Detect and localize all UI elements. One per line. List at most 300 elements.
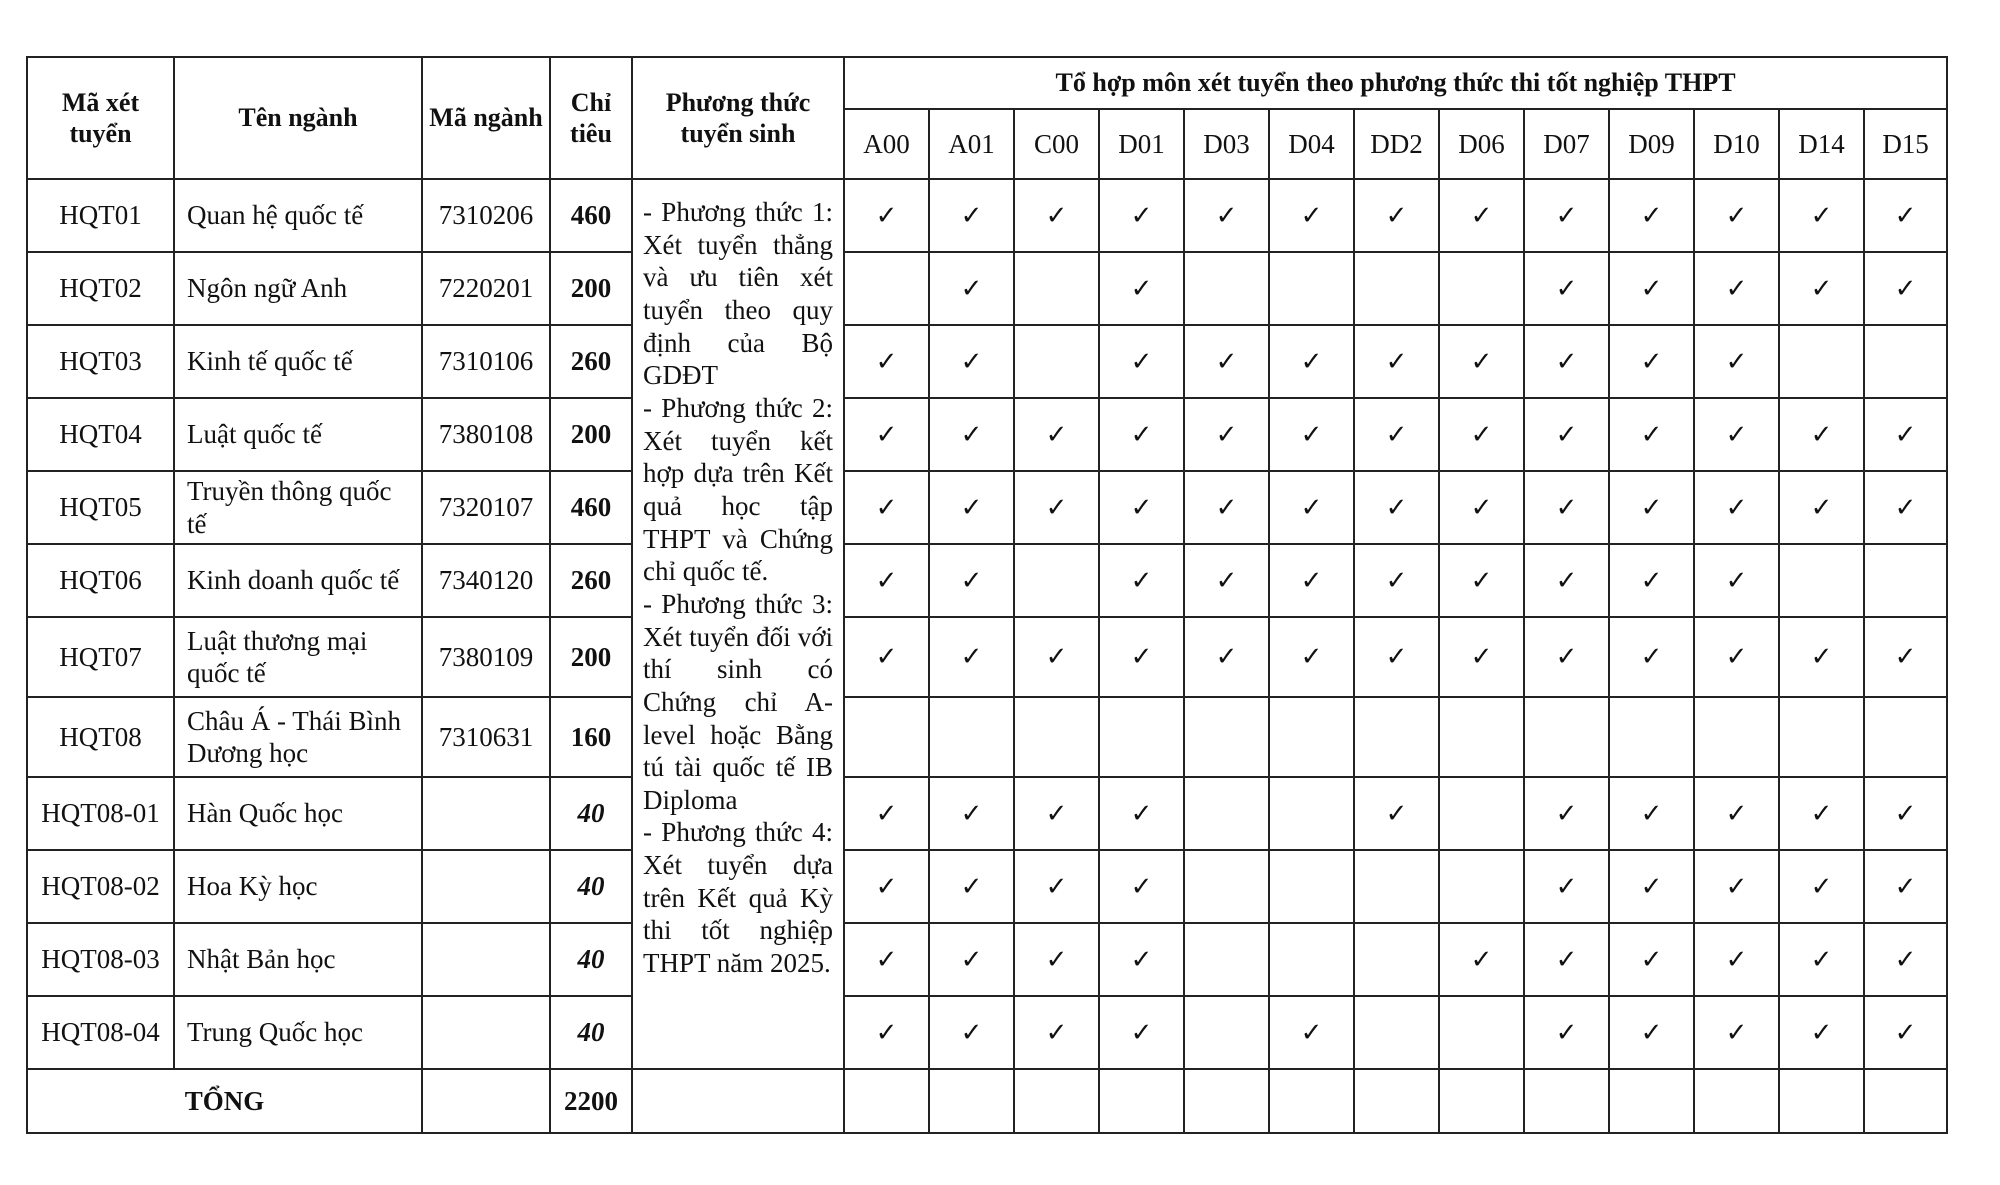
check-icon: ✓ [1215, 492, 1238, 523]
combo-cell-a01 [929, 325, 1014, 398]
check-icon: ✓ [1725, 273, 1748, 304]
combo-cell-d07 [1524, 471, 1609, 544]
check-icon: ✓ [1810, 871, 1833, 902]
row-major-code: 7340120 [422, 544, 550, 617]
combo-cell-d03 [1184, 697, 1269, 777]
row-quota: 160 [550, 697, 632, 777]
check-icon: ✓ [1894, 419, 1917, 450]
check-icon: ✓ [1300, 346, 1323, 377]
check-icon: ✓ [1555, 1017, 1578, 1048]
table-row [27, 923, 1947, 996]
check-icon: ✓ [1300, 565, 1323, 596]
combo-cell-d01 [1099, 697, 1184, 777]
check-icon: ✓ [1045, 492, 1068, 523]
row-code: HQT08-04 [27, 996, 174, 1069]
table-row [27, 850, 1947, 923]
table-row [27, 471, 1947, 544]
combo-cell-d06 [1439, 179, 1524, 252]
combo-cell-a01 [929, 777, 1014, 850]
check-icon: ✓ [1215, 346, 1238, 377]
combo-cell-d03 [1184, 777, 1269, 850]
method-paragraph: - Phương thức 1: Xét tuyển thẳng và ưu tiên xét tuyển theo quy định của Bộ GDĐT [643, 197, 833, 391]
combo-cell-d06 [1439, 996, 1524, 1069]
combo-cell-d06 [1439, 252, 1524, 325]
combo-cell-d07 [1524, 996, 1609, 1069]
check-icon: ✓ [1640, 871, 1663, 902]
combo-cell-d15 [1864, 325, 1947, 398]
combo-cell-a00 [844, 697, 929, 777]
check-icon: ✓ [1300, 200, 1323, 231]
row-name: Kinh doanh quốc tế [174, 544, 422, 617]
combo-cell-dd2 [1354, 697, 1439, 777]
check-icon: ✓ [1300, 492, 1323, 523]
combo-cell-d10 [1694, 325, 1779, 398]
check-icon: ✓ [1725, 565, 1748, 596]
combo-cell-d04 [1269, 252, 1354, 325]
combo-cell-c00 [1014, 544, 1099, 617]
combo-cell-d06 [1439, 617, 1524, 697]
row-code: HQT01 [27, 179, 174, 252]
combo-cell-d06 [1439, 923, 1524, 996]
combo-cell-c00 [1014, 850, 1099, 923]
check-icon: ✓ [1130, 944, 1153, 975]
check-icon: ✓ [1894, 492, 1917, 523]
check-icon: ✓ [1555, 642, 1578, 673]
combo-cell-d03 [1184, 471, 1269, 544]
check-icon: ✓ [1640, 944, 1663, 975]
combo-cell-d06 [1439, 544, 1524, 617]
combo-cell-d10 [1694, 179, 1779, 252]
table-body [27, 179, 1947, 1133]
check-icon: ✓ [1640, 419, 1663, 450]
combo-cell-dd2 [1354, 996, 1439, 1069]
check-icon: ✓ [1555, 200, 1578, 231]
table-row [27, 617, 1947, 697]
check-icon: ✓ [1725, 1017, 1748, 1048]
combo-cell-a01 [929, 179, 1014, 252]
check-icon: ✓ [1045, 871, 1068, 902]
combo-cell-d04 [1269, 850, 1354, 923]
check-icon: ✓ [1725, 871, 1748, 902]
check-icon: ✓ [1130, 492, 1153, 523]
row-name: Trung Quốc học [174, 996, 422, 1069]
table-row [27, 398, 1947, 471]
row-major-code: 7310206 [422, 179, 550, 252]
header-name: Tên ngành [174, 57, 422, 179]
combo-cell-d01 [1099, 471, 1184, 544]
row-major-code [422, 923, 550, 996]
check-icon: ✓ [1894, 944, 1917, 975]
row-code: HQT08-02 [27, 850, 174, 923]
row-name: Luật quốc tế [174, 398, 422, 471]
combo-header-c00: C00 [1014, 109, 1099, 179]
check-icon: ✓ [960, 871, 983, 902]
check-icon: ✓ [960, 1017, 983, 1048]
check-icon: ✓ [1810, 419, 1833, 450]
check-icon: ✓ [960, 565, 983, 596]
combo-cell-dd2 [1354, 617, 1439, 697]
total-combo-empty [1864, 1069, 1947, 1133]
combo-cell-a00 [844, 471, 929, 544]
combo-cell-d15 [1864, 471, 1947, 544]
combo-cell-a00 [844, 398, 929, 471]
check-icon: ✓ [875, 200, 898, 231]
combo-cell-c00 [1014, 252, 1099, 325]
combo-cell-a00 [844, 777, 929, 850]
row-quota: 260 [550, 544, 632, 617]
combo-cell-d09 [1609, 777, 1694, 850]
total-combo-empty [1014, 1069, 1099, 1133]
combo-cell-d07 [1524, 697, 1609, 777]
check-icon: ✓ [1470, 944, 1493, 975]
combo-cell-a00 [844, 544, 929, 617]
combo-cell-d15 [1864, 923, 1947, 996]
combo-cell-d14 [1779, 697, 1864, 777]
check-icon: ✓ [1130, 346, 1153, 377]
combo-cell-c00 [1014, 697, 1099, 777]
combo-cell-d01 [1099, 777, 1184, 850]
check-icon: ✓ [1894, 798, 1917, 829]
row-name: Kinh tế quốc tế [174, 325, 422, 398]
combo-cell-dd2 [1354, 850, 1439, 923]
combo-cell-d04 [1269, 697, 1354, 777]
combo-cell-a01 [929, 252, 1014, 325]
combo-cell-d07 [1524, 398, 1609, 471]
total-combo-empty [1439, 1069, 1524, 1133]
combo-cell-d09 [1609, 398, 1694, 471]
combo-cell-d15 [1864, 398, 1947, 471]
row-major-code [422, 850, 550, 923]
check-icon: ✓ [1045, 419, 1068, 450]
combo-cell-d10 [1694, 398, 1779, 471]
check-icon: ✓ [1130, 871, 1153, 902]
combo-cell-d07 [1524, 179, 1609, 252]
combo-cell-d14 [1779, 996, 1864, 1069]
row-name: Ngôn ngữ Anh [174, 252, 422, 325]
combo-cell-d01 [1099, 398, 1184, 471]
combo-cell-d03 [1184, 179, 1269, 252]
combo-cell-d03 [1184, 996, 1269, 1069]
row-code: HQT05 [27, 471, 174, 544]
row-quota: 40 [550, 777, 632, 850]
row-quota: 40 [550, 923, 632, 996]
combo-header-d06: D06 [1439, 109, 1524, 179]
combo-cell-d01 [1099, 923, 1184, 996]
combo-cell-d10 [1694, 996, 1779, 1069]
row-major-code [422, 777, 550, 850]
combo-cell-d06 [1439, 325, 1524, 398]
combo-cell-d15 [1864, 777, 1947, 850]
combo-cell-d03 [1184, 544, 1269, 617]
combo-cell-d10 [1694, 252, 1779, 325]
total-quota: 2200 [550, 1069, 632, 1133]
combo-cell-a00 [844, 923, 929, 996]
combo-cell-d06 [1439, 471, 1524, 544]
check-icon: ✓ [960, 944, 983, 975]
total-combo-empty [1184, 1069, 1269, 1133]
check-icon: ✓ [1555, 419, 1578, 450]
row-quota: 200 [550, 252, 632, 325]
combo-cell-d09 [1609, 544, 1694, 617]
combo-cell-d09 [1609, 617, 1694, 697]
combo-cell-d15 [1864, 697, 1947, 777]
combo-cell-d15 [1864, 850, 1947, 923]
combo-cell-d03 [1184, 252, 1269, 325]
combo-header-d03: D03 [1184, 109, 1269, 179]
combo-cell-c00 [1014, 996, 1099, 1069]
combo-cell-d04 [1269, 325, 1354, 398]
row-quota: 260 [550, 325, 632, 398]
check-icon: ✓ [1894, 642, 1917, 673]
check-icon: ✓ [1470, 565, 1493, 596]
combo-cell-a01 [929, 850, 1014, 923]
combo-cell-d10 [1694, 617, 1779, 697]
check-icon: ✓ [875, 492, 898, 523]
combo-cell-c00 [1014, 325, 1099, 398]
combo-cell-d09 [1609, 325, 1694, 398]
check-icon: ✓ [960, 419, 983, 450]
check-icon: ✓ [1810, 642, 1833, 673]
combo-cell-dd2 [1354, 325, 1439, 398]
row-code: HQT08-01 [27, 777, 174, 850]
combo-cell-d14 [1779, 777, 1864, 850]
combo-cell-d10 [1694, 923, 1779, 996]
check-icon: ✓ [1555, 492, 1578, 523]
combo-cell-d03 [1184, 398, 1269, 471]
check-icon: ✓ [875, 565, 898, 596]
check-icon: ✓ [1130, 565, 1153, 596]
check-icon: ✓ [1725, 944, 1748, 975]
row-quota: 40 [550, 850, 632, 923]
combo-header-dd2: DD2 [1354, 109, 1439, 179]
combo-cell-d07 [1524, 923, 1609, 996]
check-icon: ✓ [1810, 273, 1833, 304]
check-icon: ✓ [1215, 565, 1238, 596]
check-icon: ✓ [1045, 944, 1068, 975]
combo-cell-d01 [1099, 617, 1184, 697]
combo-cell-d01 [1099, 544, 1184, 617]
table-row [27, 697, 1947, 777]
row-major-code: 7320107 [422, 471, 550, 544]
check-icon: ✓ [1725, 419, 1748, 450]
check-icon: ✓ [1725, 492, 1748, 523]
row-quota: 40 [550, 996, 632, 1069]
combo-cell-d14 [1779, 471, 1864, 544]
combo-header-d10: D10 [1694, 109, 1779, 179]
check-icon: ✓ [1470, 346, 1493, 377]
combo-header-d04: D04 [1269, 109, 1354, 179]
table-header [27, 57, 1947, 179]
check-icon: ✓ [960, 273, 983, 304]
check-icon: ✓ [960, 798, 983, 829]
check-icon: ✓ [1894, 871, 1917, 902]
row-code: HQT06 [27, 544, 174, 617]
check-icon: ✓ [1555, 346, 1578, 377]
combo-cell-dd2 [1354, 252, 1439, 325]
combo-cell-d03 [1184, 850, 1269, 923]
check-icon: ✓ [1385, 419, 1408, 450]
combo-cell-d06 [1439, 777, 1524, 850]
combo-cell-c00 [1014, 398, 1099, 471]
check-icon: ✓ [1130, 200, 1153, 231]
check-icon: ✓ [1555, 944, 1578, 975]
combo-cell-d07 [1524, 850, 1609, 923]
check-icon: ✓ [1045, 200, 1068, 231]
combo-cell-d10 [1694, 471, 1779, 544]
combo-cell-d07 [1524, 617, 1609, 697]
row-major-code: 7310106 [422, 325, 550, 398]
check-icon: ✓ [1810, 798, 1833, 829]
check-icon: ✓ [1640, 200, 1663, 231]
combo-cell-d06 [1439, 697, 1524, 777]
table-row [27, 777, 1947, 850]
row-name: Quan hệ quốc tế [174, 179, 422, 252]
row-name: Hàn Quốc học [174, 777, 422, 850]
total-label: TỔNG [27, 1069, 422, 1133]
combo-cell-d07 [1524, 777, 1609, 850]
row-major-code [422, 996, 550, 1069]
combo-header-d01: D01 [1099, 109, 1184, 179]
combo-cell-d14 [1779, 923, 1864, 996]
check-icon: ✓ [875, 642, 898, 673]
combo-cell-a01 [929, 697, 1014, 777]
combo-header-a01: A01 [929, 109, 1014, 179]
row-code: HQT08-03 [27, 923, 174, 996]
row-quota: 460 [550, 471, 632, 544]
check-icon: ✓ [875, 944, 898, 975]
header-combos-title: Tổ hợp môn xét tuyển theo phương thức thi tốt nghiệp THPT [844, 57, 1947, 109]
check-icon: ✓ [875, 798, 898, 829]
method-paragraph: - Phương thức 4: Xét tuyển dựa trên Kết quả Kỳ thi tốt nghiệp THPT năm 2025. [643, 817, 833, 979]
check-icon: ✓ [875, 346, 898, 377]
combo-cell-a01 [929, 923, 1014, 996]
combo-header-d09: D09 [1609, 109, 1694, 179]
check-icon: ✓ [1385, 346, 1408, 377]
combo-cell-d01 [1099, 252, 1184, 325]
combo-cell-dd2 [1354, 777, 1439, 850]
check-icon: ✓ [1470, 200, 1493, 231]
header-major-code: Mã ngành [422, 57, 550, 179]
row-name: Châu Á - Thái Bình Dương học [174, 697, 422, 777]
combo-cell-dd2 [1354, 544, 1439, 617]
row-major-code: 7220201 [422, 252, 550, 325]
combo-cell-d06 [1439, 398, 1524, 471]
method-cell [632, 179, 844, 1069]
check-icon: ✓ [1640, 642, 1663, 673]
combo-header-d15: D15 [1864, 109, 1947, 179]
check-icon: ✓ [1810, 944, 1833, 975]
check-icon: ✓ [1300, 419, 1323, 450]
check-icon: ✓ [1810, 1017, 1833, 1048]
combo-cell-d14 [1779, 544, 1864, 617]
check-icon: ✓ [1555, 798, 1578, 829]
combo-cell-d09 [1609, 850, 1694, 923]
check-icon: ✓ [875, 419, 898, 450]
combo-cell-a01 [929, 544, 1014, 617]
header-code: Mã xét tuyển [27, 57, 174, 179]
check-icon: ✓ [1045, 798, 1068, 829]
row-major-code: 7380108 [422, 398, 550, 471]
combo-cell-d15 [1864, 544, 1947, 617]
header-quota: Chỉ tiêu [550, 57, 632, 179]
combo-cell-d15 [1864, 179, 1947, 252]
admission-table [26, 56, 1948, 1134]
check-icon: ✓ [1470, 419, 1493, 450]
combo-cell-d14 [1779, 179, 1864, 252]
check-icon: ✓ [1640, 492, 1663, 523]
combo-cell-d01 [1099, 325, 1184, 398]
combo-cell-d07 [1524, 252, 1609, 325]
total-combo-empty [1269, 1069, 1354, 1133]
check-icon: ✓ [1640, 346, 1663, 377]
check-icon: ✓ [1130, 1017, 1153, 1048]
check-icon: ✓ [1215, 419, 1238, 450]
combo-cell-d09 [1609, 252, 1694, 325]
combo-cell-d03 [1184, 617, 1269, 697]
combo-cell-d04 [1269, 617, 1354, 697]
check-icon: ✓ [1555, 273, 1578, 304]
table-row [27, 996, 1947, 1069]
check-icon: ✓ [1725, 200, 1748, 231]
total-combo-empty [929, 1069, 1014, 1133]
check-icon: ✓ [1300, 642, 1323, 673]
combo-cell-c00 [1014, 923, 1099, 996]
check-icon: ✓ [1555, 871, 1578, 902]
combo-header-a00: A00 [844, 109, 929, 179]
combo-cell-d04 [1269, 777, 1354, 850]
check-icon: ✓ [960, 200, 983, 231]
combo-cell-d14 [1779, 252, 1864, 325]
row-major-code: 7380109 [422, 617, 550, 697]
check-icon: ✓ [1130, 798, 1153, 829]
check-icon: ✓ [875, 871, 898, 902]
check-icon: ✓ [1725, 798, 1748, 829]
combo-cell-a00 [844, 252, 929, 325]
total-combo-empty [1779, 1069, 1864, 1133]
combo-cell-d10 [1694, 544, 1779, 617]
check-icon: ✓ [1894, 273, 1917, 304]
method-paragraph: - Phương thức 3: Xét tuyển đối với thí sinh có Chứng chỉ A-level hoặc Bằng tú tài quốc tế IB Diploma [643, 588, 833, 815]
combo-cell-d14 [1779, 398, 1864, 471]
combo-cell-a00 [844, 179, 929, 252]
method-paragraph: - Phương thức 2: Xét tuyển kết hợp dựa trên Kết quả học tập THPT và Chứng chỉ quốc tế. [643, 392, 833, 587]
table-row [27, 325, 1947, 398]
check-icon: ✓ [1130, 419, 1153, 450]
row-name: Hoa Kỳ học [174, 850, 422, 923]
check-icon: ✓ [1130, 642, 1153, 673]
check-icon: ✓ [1130, 273, 1153, 304]
combo-cell-a00 [844, 850, 929, 923]
row-code: HQT02 [27, 252, 174, 325]
combo-cell-d04 [1269, 398, 1354, 471]
check-icon: ✓ [1894, 1017, 1917, 1048]
check-icon: ✓ [1640, 565, 1663, 596]
row-code: HQT07 [27, 617, 174, 697]
combo-cell-c00 [1014, 471, 1099, 544]
combo-cell-d09 [1609, 996, 1694, 1069]
row-code: HQT08 [27, 697, 174, 777]
total-combo-empty [1099, 1069, 1184, 1133]
combo-cell-d04 [1269, 996, 1354, 1069]
combo-cell-d09 [1609, 923, 1694, 996]
table-row [27, 544, 1947, 617]
combo-cell-a00 [844, 325, 929, 398]
table-row [27, 252, 1947, 325]
total-combo-empty [1524, 1069, 1609, 1133]
combo-cell-d14 [1779, 850, 1864, 923]
check-icon: ✓ [1385, 200, 1408, 231]
combo-cell-a01 [929, 996, 1014, 1069]
